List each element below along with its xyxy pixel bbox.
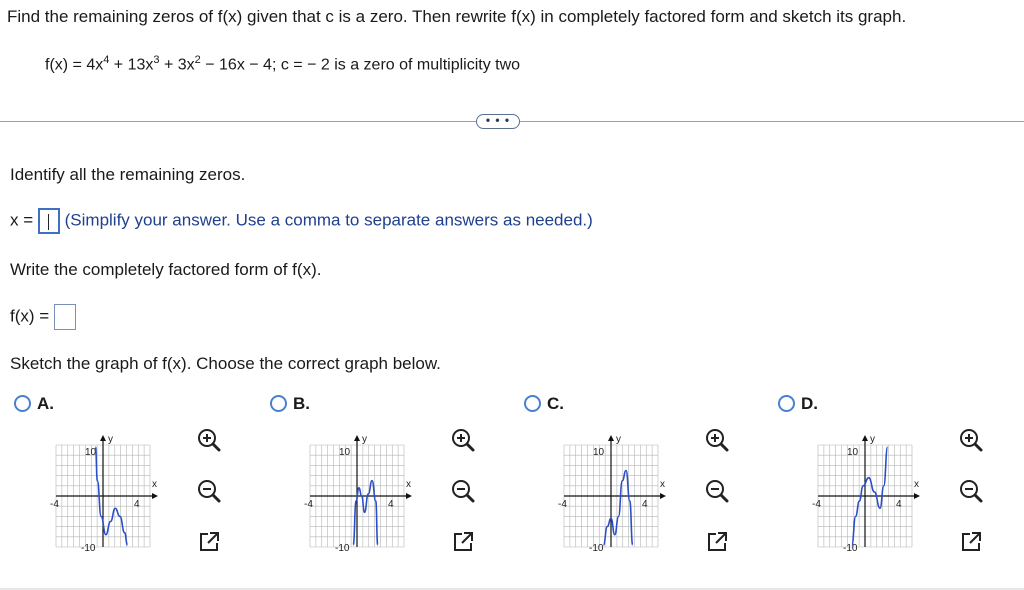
zoom-out-icon[interactable] bbox=[958, 478, 984, 504]
x-tick-left: -4 bbox=[304, 499, 313, 510]
graph-a-tools bbox=[196, 427, 222, 560]
option-d-label: D. bbox=[801, 394, 818, 413]
expand-icon[interactable] bbox=[958, 529, 984, 555]
graph-a bbox=[48, 425, 158, 555]
x-tick-left: -4 bbox=[558, 499, 567, 510]
zeros-label: x = bbox=[10, 210, 34, 230]
option-d[interactable] bbox=[778, 394, 818, 414]
factored-answer-row bbox=[10, 304, 76, 330]
x-tick-left: -4 bbox=[50, 499, 59, 510]
x-tick-right: 4 bbox=[134, 499, 140, 510]
question-text: Find the remaining zeros of f(x) given that c is a zero. Then rewrite f(x) in completely factored form and sketch its graph. bbox=[7, 7, 907, 26]
y-label: y bbox=[870, 434, 875, 445]
graph-c bbox=[556, 425, 666, 555]
radio-d[interactable] bbox=[778, 395, 795, 412]
x-label: x bbox=[406, 479, 411, 490]
zoom-out-icon[interactable] bbox=[450, 478, 476, 504]
x-label: x bbox=[914, 479, 919, 490]
text-cursor bbox=[48, 214, 49, 230]
option-c[interactable] bbox=[524, 394, 564, 414]
factored-input[interactable] bbox=[54, 304, 76, 330]
x-tick-right: 4 bbox=[896, 499, 902, 510]
x-label: x bbox=[152, 479, 157, 490]
radio-b[interactable] bbox=[270, 395, 287, 412]
part1-prompt: Identify all the remaining zeros. bbox=[10, 165, 246, 184]
y-tick-top: 10 bbox=[339, 447, 351, 458]
x-tick-right: 4 bbox=[642, 499, 648, 510]
zoom-in-icon[interactable] bbox=[450, 427, 476, 453]
option-c-label: C. bbox=[547, 394, 564, 413]
factored-label: f(x) = bbox=[10, 306, 50, 326]
option-b-label: B. bbox=[293, 394, 310, 413]
zeros-input[interactable] bbox=[38, 208, 60, 234]
y-label: y bbox=[362, 434, 367, 445]
x-tick-left: -4 bbox=[812, 499, 821, 510]
radio-c[interactable] bbox=[524, 395, 541, 412]
zoom-in-icon[interactable] bbox=[958, 427, 984, 453]
zeros-hint: (Simplify your answer. Use a comma to separate answers as needed.) bbox=[64, 210, 593, 230]
zoom-in-icon[interactable] bbox=[196, 427, 222, 453]
more-button[interactable]: • • • bbox=[476, 114, 520, 129]
graph-d bbox=[810, 425, 920, 555]
y-tick-top: 10 bbox=[847, 447, 859, 458]
part2-prompt: Write the completely factored form of f(x). bbox=[10, 260, 322, 279]
x-label: x bbox=[660, 479, 665, 490]
y-label: y bbox=[108, 434, 113, 445]
option-a-label: A. bbox=[37, 394, 54, 413]
y-tick-bottom: -10 bbox=[589, 543, 604, 554]
expand-icon[interactable] bbox=[196, 529, 222, 555]
graph-c-tools bbox=[704, 427, 730, 560]
x-tick-right: 4 bbox=[388, 499, 394, 510]
option-b[interactable] bbox=[270, 394, 310, 414]
graph-b bbox=[302, 425, 412, 555]
y-tick-top: 10 bbox=[85, 447, 97, 458]
radio-a[interactable] bbox=[14, 395, 31, 412]
graph-d-tools bbox=[958, 427, 984, 560]
y-label: y bbox=[616, 434, 621, 445]
option-a[interactable] bbox=[14, 394, 54, 414]
y-tick-bottom: -10 bbox=[843, 543, 858, 554]
expand-icon[interactable] bbox=[450, 529, 476, 555]
expand-icon[interactable] bbox=[704, 529, 730, 555]
graph-curve bbox=[603, 471, 632, 545]
zeros-answer-row bbox=[10, 208, 593, 234]
y-tick-bottom: -10 bbox=[81, 543, 96, 554]
zoom-out-icon[interactable] bbox=[704, 478, 730, 504]
zoom-in-icon[interactable] bbox=[704, 427, 730, 453]
graph-b-tools bbox=[450, 427, 476, 560]
y-tick-bottom: -10 bbox=[335, 543, 350, 554]
part3-prompt: Sketch the graph of f(x). Choose the correct graph below. bbox=[10, 354, 441, 373]
zoom-out-icon[interactable] bbox=[196, 478, 222, 504]
y-tick-top: 10 bbox=[593, 447, 605, 458]
function-definition: $f(x) = 4x^4 + 13x^3 + 3x^2 - 16x - 4$; c = − 2 is a zero of multiplicity two bbox=[45, 54, 521, 74]
